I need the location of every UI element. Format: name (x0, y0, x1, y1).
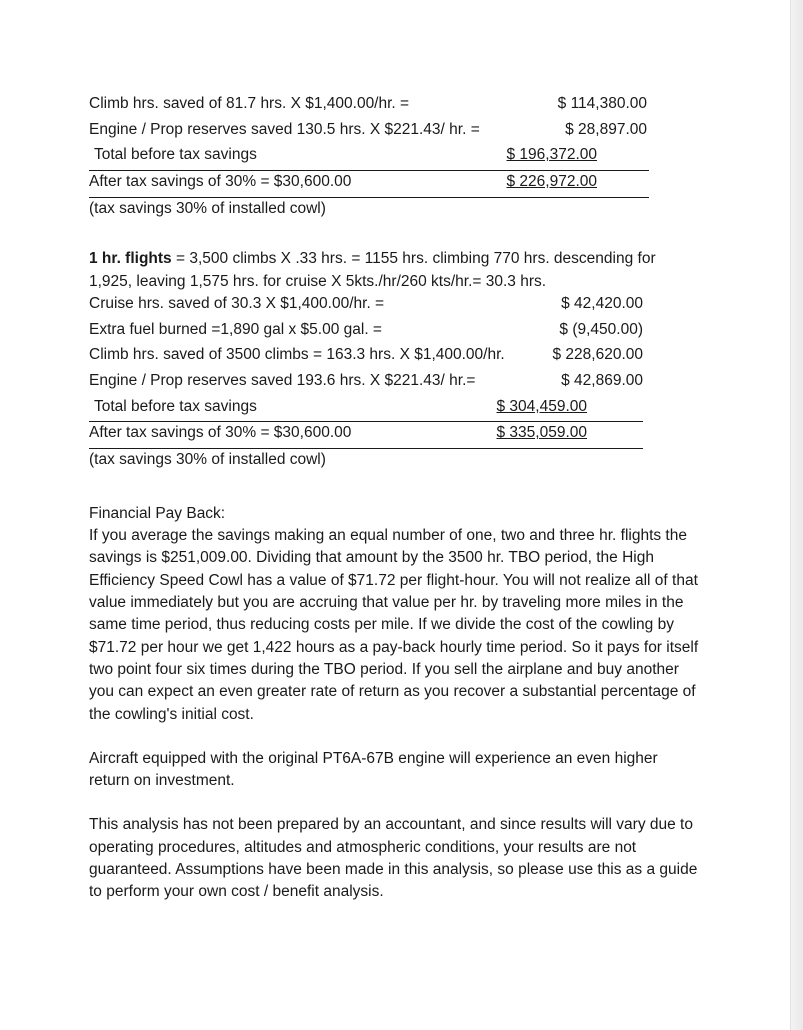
total-row (89, 396, 643, 423)
row-label: After tax savings of 30% = $30,600.00 (89, 173, 352, 191)
row-label: Total before tax savings (94, 146, 257, 164)
table-note (89, 449, 699, 475)
note-text: (tax savings 30% of installed cowl) (89, 199, 326, 217)
row-amount: $ 42,420.00 (561, 295, 643, 313)
table-row (89, 319, 699, 345)
after-tax-row (89, 422, 643, 449)
row-amount: $ 335,059.00 (496, 424, 587, 442)
one-hour-flights-intro (89, 248, 699, 293)
row-label: Climb hrs. saved of 81.7 hrs. X $1,400.00/hr. = (89, 95, 410, 112)
row-label: Engine / Prop reserves saved 130.5 hrs. X $221.43/ hr. = (89, 120, 480, 138)
row-amount: $ 196,372.00 (506, 146, 597, 164)
row-amount: $ 226,972.00 (506, 173, 597, 191)
table-row (89, 293, 699, 319)
savings-table-block-1 (89, 93, 699, 223)
row-amount: $ 304,459.00 (496, 397, 587, 415)
row-label: Cruise hrs. saved of 30.3 X $1,400.00/hr. = (89, 295, 385, 313)
row-label: Engine / Prop reserves saved 193.6 hrs. X $221.43/ hr.= (89, 372, 476, 390)
engine-note: Aircraft equipped with the original PT6A-67B engine will experience an even higher return on investment. (89, 749, 658, 790)
document-page (89, 93, 699, 904)
row-amount: $ (9,450.00) (559, 320, 643, 338)
table-row (89, 370, 699, 396)
row-amount: $ 28,897.00 (565, 120, 647, 138)
row-amount: $ 114,380.00 (557, 95, 647, 112)
table-row (89, 344, 699, 370)
savings-table-block-2 (89, 248, 699, 474)
row-amount: $ 42,869.00 (561, 372, 643, 390)
payback-heading: Financial Pay Back: (89, 504, 226, 522)
table-row (89, 93, 699, 119)
row-amount: $ 228,620.00 (552, 346, 643, 364)
disclaimer: This analysis has not been prepared by an accountant, and since results will vary due to operating procedures, altitudes and atmospheric conditions, your results are not guaranteed. Assumptions have been made in this analysis, so please use this as a guide to perform your own cost / benefit analysis. (89, 816, 698, 901)
row-label: Total before tax savings (94, 397, 257, 415)
row-label: Climb hrs. saved of 3500 climbs = 163.3 hrs. X $1,400.00/hr. (89, 346, 505, 364)
total-row (89, 144, 649, 171)
page-edge (790, 0, 803, 1030)
note-text: (tax savings 30% of installed cowl) (89, 451, 326, 469)
payback-body: If you average the savings making an equal number of one, two and three hr. flights the savings is $251,009.00. Dividing that amount by the 3500 hr. TBO period, the High Efficiency Speed Cowl has a value of $71.72 per flight-hour. You will not realize all of that value immediately but you are accruing that value per hr. by traveling more miles in the same time period, thus reducing costs per mile. If we divide the cost of the cowling by $71.72 per hour we get 1,422 hours as a pay-back hourly time period. So it pays for itself two point four six times during the TBO period. If you sell the airplane and buy another you can expect an even greater rate of return as you recover a substantial percentage of the cowling's initial cost. (89, 527, 699, 723)
table-note (89, 198, 699, 224)
intro-bold: 1 hr. flights (89, 250, 172, 268)
row-label: After tax savings of 30% = $30,600.00 (89, 424, 352, 442)
table-row (89, 119, 699, 145)
row-label: Extra fuel burned =1,890 gal x $5.00 gal. = (89, 320, 382, 338)
after-tax-row (89, 171, 649, 198)
intro-text: = 3,500 climbs X .33 hrs. = 1155 hrs. climbing 770 hrs. descending for 1,925, leaving 1,575 hrs. for cruise X 5kts./hr/260 kts/hr.= 30.3 hrs. (89, 250, 656, 290)
